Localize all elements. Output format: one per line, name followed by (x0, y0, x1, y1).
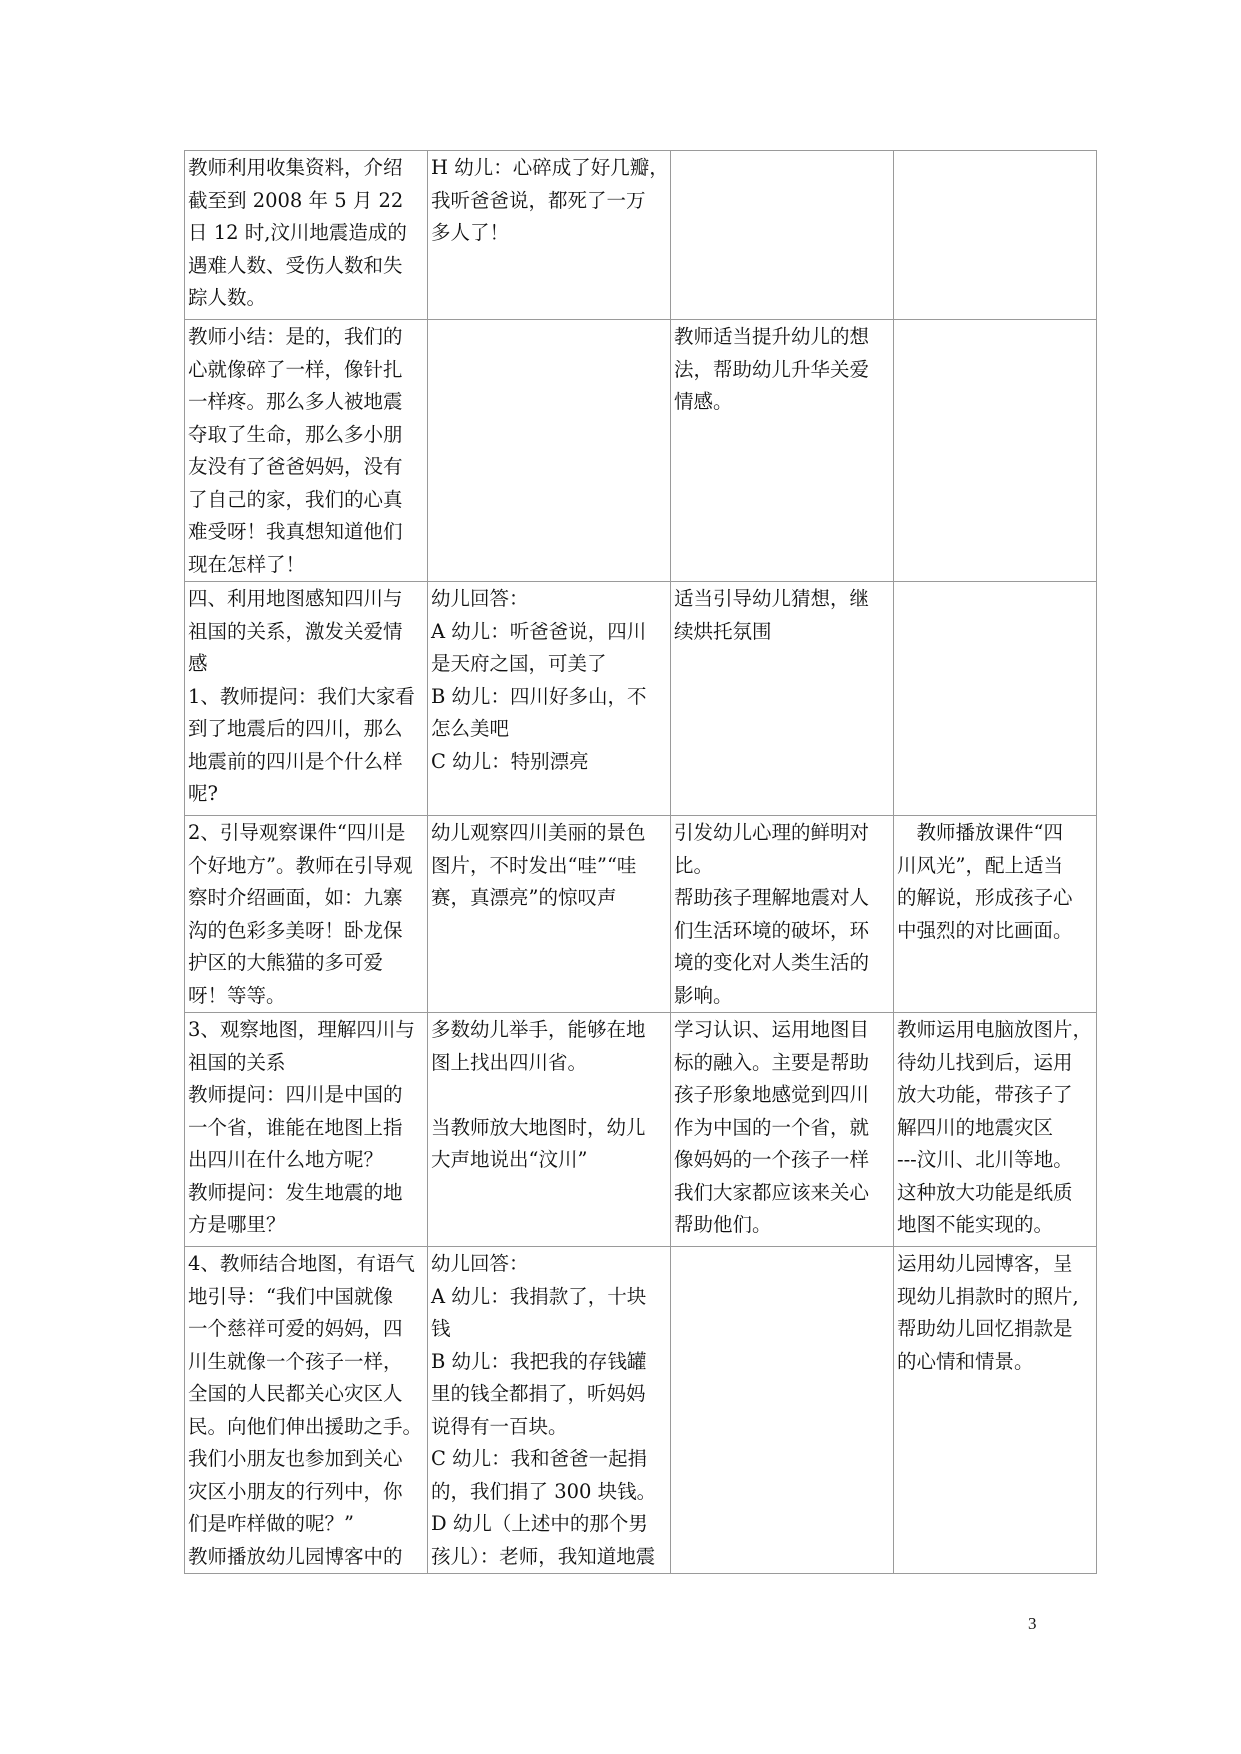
cell-text-line: 教师小结：是的，我们的 (188, 325, 403, 348)
cell-text-line: 呀！等等。 (188, 983, 286, 1007)
cell-text-line: 祖国的关系，激发关爱情 (188, 619, 403, 643)
cell-text-line: 遇难人数、受伤人数和失 (188, 253, 403, 277)
cell-text-line: 比。 (674, 853, 714, 877)
cell-text-line: 图片，不时发出“哇”“哇 (431, 853, 637, 877)
cell-text-line: 是天府之国，可美了 (431, 652, 607, 675)
cell-text-line: 4、教师结合地图，有语气 (188, 1252, 415, 1275)
cell-text-line: 民。向他们伸出援助之手。 (188, 1414, 423, 1438)
cell-text-line: 大声地说出“汶川” (431, 1148, 588, 1171)
activity-procedure-cell (185, 816, 428, 1013)
cell-text-line: 一个省，谁能在地图上指 (188, 1115, 403, 1139)
cell-text-line: 1、教师提问：我们大家看 (188, 684, 415, 708)
cell-text-line: 的解说，形成孩子心 (897, 886, 1073, 909)
activity-procedure-cell (185, 1013, 428, 1247)
cell-text-line: 心就像碎了一样，像针扎 (188, 357, 403, 381)
lesson-plan-table-body (185, 151, 1097, 1574)
cell-text-line: 境的变化对人类生活的 (674, 951, 870, 974)
activity-procedure-cell (185, 151, 428, 320)
cell-text-line: 钱 (431, 1317, 451, 1340)
cell-text-line: 怎么美吧 (431, 717, 510, 740)
cell-text-line: 我们大家都应该来关心 (674, 1180, 870, 1204)
teacher-strategy-cell (671, 320, 894, 582)
cell-text-line: 了自己的家，我们的心真 (188, 487, 403, 511)
child-response-cell (428, 816, 671, 1013)
cell-text-line: B 幼儿：四川好多山，不 (431, 684, 647, 708)
cell-text-line: 到了地震后的四川，那么 (188, 717, 403, 740)
cell-text-line: 赛，真漂亮”的惊叹声 (431, 886, 617, 909)
cell-text-line: 影响。 (674, 983, 733, 1007)
child-response-cell (428, 1247, 671, 1574)
cell-text-line: 运用幼儿园博客，呈 (897, 1252, 1073, 1275)
child-response-cell (428, 151, 671, 320)
media-use-cell (894, 151, 1097, 320)
cell-text-line: 地引导：“我们中国就像 (188, 1284, 393, 1308)
cell-text-line: 中强烈的对比画面。 (897, 918, 1073, 942)
child-response-cell (428, 1013, 671, 1247)
cell-text-line: 沟的色彩多美呀！卧龙保 (188, 918, 403, 942)
cell-text-line: 们生活环境的破坏，环 (674, 918, 870, 942)
cell-text-line: 日 12 时,汶川地震造成的 (188, 221, 407, 244)
table-row (185, 1013, 1097, 1247)
cell-text-line: 川生就像一个孩子一样， (188, 1349, 403, 1373)
cell-text-line: 现幼儿捐款时的照片, (897, 1284, 1079, 1308)
cell-text-line: 踪人数。 (188, 286, 267, 309)
cell-text-line: 难受呀！我真想知道他们 (188, 520, 403, 543)
table-row (185, 320, 1097, 582)
cell-text-line: 护区的大熊猫的多可爱 (188, 951, 384, 974)
activity-procedure-cell (185, 1247, 428, 1574)
cell-text-line: 图上找出四川省。 (431, 1050, 588, 1074)
child-response-cell (428, 320, 671, 582)
cell-text-line: 幼儿回答： (431, 587, 529, 610)
cell-text-line: 待幼儿找到后，运用 (897, 1050, 1073, 1074)
cell-text-line: 个好地方”。教师在引导观 (188, 853, 413, 877)
cell-text-line: 祖国的关系 (188, 1050, 286, 1074)
child-response-cell (428, 582, 671, 816)
cell-text-line: 我听爸爸说，都死了一万 (431, 188, 646, 212)
cell-text-line: 像妈妈的一个孩子一样 (674, 1148, 870, 1171)
cell-text-line: 地图不能实现的。 (897, 1213, 1054, 1236)
cell-text-line: 四、利用地图感知四川与 (188, 587, 403, 610)
cell-text-line: 地震前的四川是个什么样 (188, 749, 403, 773)
table-row (185, 816, 1097, 1013)
teacher-strategy-cell (671, 151, 894, 320)
cell-text-line: D 幼儿（上述中的那个男 (431, 1512, 648, 1535)
media-use-cell (894, 816, 1097, 1013)
cell-text-line: 全国的人民都关心灾区人 (188, 1382, 403, 1405)
media-use-cell (894, 582, 1097, 816)
cell-text-line: C 幼儿：特别漂亮 (431, 749, 589, 773)
cell-text-line: 教师播放课件“四 (897, 821, 1063, 844)
teacher-strategy-cell (671, 1013, 894, 1247)
cell-text-line: 察时介绍画面，如：九寨 (188, 886, 403, 909)
cell-text-line: 引发幼儿心理的鲜明对 (674, 821, 870, 844)
cell-text-line: 友没有了爸爸妈妈，没有 (188, 455, 403, 478)
lesson-plan-table (184, 150, 1097, 1574)
cell-text-line: 说得有一百块。 (431, 1414, 568, 1438)
cell-text-line: 一个慈祥可爱的妈妈，四 (188, 1317, 403, 1340)
cell-text-line: 学习认识、运用地图目 (674, 1018, 870, 1041)
cell-text-line: 帮助他们。 (674, 1213, 772, 1236)
table-row (185, 1247, 1097, 1574)
cell-text-line: 适当引导幼儿猜想，继 (674, 587, 870, 610)
cell-text-line: 幼儿观察四川美丽的景色 (431, 821, 646, 844)
cell-text-line (431, 1079, 668, 1112)
cell-text-line: 的，我们捐了 300 块钱。 (431, 1479, 657, 1503)
media-use-cell (894, 320, 1097, 582)
cell-text-line: B 幼儿：我把我的存钱罐 (431, 1349, 647, 1373)
cell-text-line: 孩儿）：老师，我知道地震 (431, 1544, 656, 1568)
media-use-cell (894, 1013, 1097, 1247)
cell-text-line: 出四川在什么地方呢？ (188, 1148, 384, 1171)
cell-text-line: 教师适当提升幼儿的想 (674, 325, 870, 348)
cell-text-line: 川风光”，配上适当 (897, 853, 1063, 877)
cell-text-line: A 幼儿：我捐款了，十块 (431, 1284, 647, 1308)
cell-text-line: 教师提问：发生地震的地 (188, 1180, 403, 1204)
cell-text-line: 教师提问：四川是中国的 (188, 1083, 403, 1106)
cell-text-line: 截至到 2008 年 5 月 22 (188, 188, 404, 212)
cell-text-line: 2、引导观察课件“四川是 (188, 821, 406, 844)
cell-text-line: 里的钱全都捐了，听妈妈 (431, 1382, 646, 1405)
cell-text-line: 的心情和情景。 (897, 1349, 1034, 1373)
media-use-cell (894, 1247, 1097, 1574)
cell-text-line: C 幼儿：我和爸爸一起捐 (431, 1447, 648, 1470)
cell-text-line: 教师播放幼儿园博客中的 (188, 1544, 403, 1568)
cell-text-line: 多人了！ (431, 221, 510, 244)
cell-text-line: H 幼儿：心碎成了好几瓣， (431, 156, 669, 179)
cell-text-line: 感 (188, 652, 208, 675)
cell-text-line: 现在怎样了！ (188, 552, 306, 576)
cell-text-line: 帮助幼儿回忆捐款是 (897, 1317, 1073, 1340)
cell-text-line: 孩子形象地感觉到四川 (674, 1083, 870, 1106)
table-row (185, 151, 1097, 320)
teacher-strategy-cell (671, 1247, 894, 1574)
activity-procedure-cell (185, 320, 428, 582)
cell-text-line: A 幼儿：听爸爸说，四川 (431, 619, 647, 643)
table-row (185, 582, 1097, 816)
cell-text-line: 法，帮助幼儿升华关爱 (674, 357, 870, 381)
cell-text-line: 方是哪里？ (188, 1213, 286, 1236)
cell-text-line: 们是咋样做的呢？” (188, 1512, 354, 1535)
teacher-strategy-cell (671, 582, 894, 816)
cell-text-line: 我们小朋友也参加到关心 (188, 1447, 403, 1470)
cell-text-line: 呢? (188, 782, 218, 805)
cell-text-line: 作为中国的一个省，就 (674, 1115, 870, 1139)
page-number: 3 (1028, 1614, 1037, 1633)
cell-text-line: 续烘托氛围 (674, 619, 772, 643)
cell-text-line: 当教师放大地图时，幼儿 (431, 1115, 646, 1139)
cell-text-line: 灾区小朋友的行列中，你 (188, 1479, 403, 1503)
activity-procedure-cell (185, 582, 428, 816)
cell-text-line: 标的融入。主要是帮助 (674, 1050, 870, 1074)
cell-text-line: 帮助孩子理解地震对人 (674, 886, 870, 909)
teacher-strategy-cell (671, 816, 894, 1013)
cell-text-line: 放大功能，带孩子了 (897, 1083, 1073, 1106)
cell-text-line: 幼儿回答： (431, 1252, 529, 1275)
cell-text-line: 情感。 (674, 390, 733, 413)
cell-text-line: 解四川的地震灾区 (897, 1115, 1054, 1139)
cell-text-line: ---汶川、北川等地。 (897, 1148, 1073, 1171)
cell-text-line: 教师利用收集资料，介绍 (188, 156, 403, 179)
cell-text-line: 多数幼儿举手，能够在地 (431, 1018, 646, 1041)
cell-text-line: 一样疼。那么多人被地震 (188, 390, 403, 413)
cell-text-line: 教师运用电脑放图片， (897, 1018, 1093, 1041)
cell-text-line: 3、观察地图，理解四川与 (188, 1018, 415, 1041)
cell-text-line: 这种放大功能是纸质 (897, 1180, 1073, 1204)
cell-text-line: 夺取了生命，那么多小朋 (188, 422, 403, 446)
